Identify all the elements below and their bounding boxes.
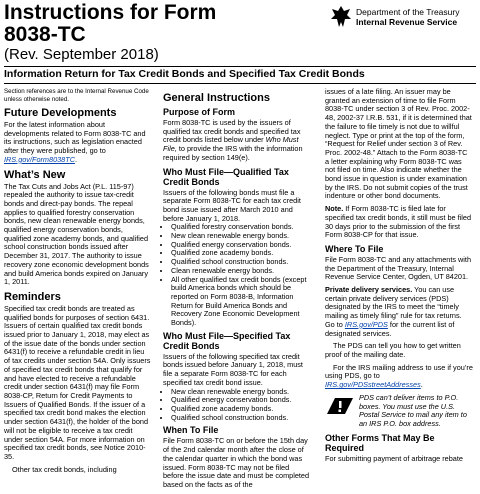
who-must-file-qualified-text: Issuers of the following bonds must file a separate Form 8038-TC for each tax credit bond issue issued after March 2010 and before January 1, 2018. (163, 187, 301, 223)
future-developments-heading: Future Developments (4, 107, 117, 119)
irs-eagle-icon (330, 5, 352, 29)
whats-new-text: The Tax Cuts and Jobs Act (P.L. 115-97) repealed the authority to issue tax-credit bonds and direct-pay bonds. The repeal applies to qualified forestry conservation bonds, new clean renewable energy bonds, qualified energy conservation bonds, qualified zone academy bonds, and qualified school construction bonds issued after December 31, 2017. The authority to issue recovery zone economic development bonds and build America bonds expired on January 1, 2011. (4, 181, 149, 287)
qualified-bond-list (163, 223, 311, 327)
general-instructions-heading: General Instructions (163, 92, 270, 104)
column-3 (325, 88, 473, 467)
column-2 (163, 88, 311, 494)
subtitle-divider (4, 83, 476, 84)
revision-date: (Rev. September 2018) (4, 46, 159, 63)
caution-text: PDS can’t deliver items to P.O. boxes. You must use the U.S. Postal Service to mail any item to an IRS P.O. box address. (359, 392, 467, 428)
list-item: • New clean renewable energy bonds. (171, 388, 311, 397)
list-item: • Qualified zone academy bonds. (171, 405, 311, 414)
pds-link[interactable]: IRS.gov/PDS (344, 319, 388, 329)
document-title (4, 2, 216, 46)
department-name: Department of the Treasury (356, 7, 460, 17)
title-line-1: Instructions for Form (4, 1, 217, 24)
list-item: • Qualified forestry conservation bonds. (171, 223, 311, 232)
list-item: • Qualified school construction bonds. (171, 414, 311, 423)
form-subtitle: Information Return for Tax Credit Bonds and Specified Tax Credit Bonds (4, 68, 365, 80)
purpose-text: Form 8038-TC is used by the issuers of qualified tax credit bonds and specified tax credit bonds listed below under Who Must File, to provide the IRS with the information required by section 149(e). (163, 118, 303, 162)
column-1 (4, 88, 152, 478)
header-divider (4, 66, 476, 67)
reminders-heading: Reminders (4, 290, 61, 303)
where-to-file-heading: Where To File (325, 243, 384, 254)
agency-name: Internal Revenue Service (356, 17, 458, 27)
who-must-file-specified-heading: Who Must File—Specified Tax Credit Bonds (163, 330, 291, 351)
list-item: • Qualified zone academy bonds. (171, 249, 311, 258)
who-must-file-specified-text: Issuers of the following specified tax credit bonds issued before January 1, 2018, must file a separate Form 8038-TC for each specified tax credit bond issue. (163, 351, 303, 387)
who-must-file-qualified-heading: Who Must File—Qualified Tax Credit Bonds (163, 166, 289, 187)
reminders-text-2: Other tax credit bonds, including (12, 464, 117, 474)
section-reference-note: Section references are to the Internal Revenue Code unless otherwise noted. (4, 88, 149, 103)
whats-new-heading: What’s New (4, 168, 66, 181)
when-to-file-text: File Form 8038-TC on or before the 15th day of the 2nd calendar month after the close of the calendar quarter in which the bond was issued. Form 8038-TC may not be filed before the issue date and must be completed based on the facts as of the (163, 436, 310, 489)
caution-icon (325, 394, 355, 416)
form-8038tc-link[interactable]: IRS.gov/Form8038TC (4, 154, 75, 164)
late-filing-note: Note. If Form 8038-TC is filed late for specified tax credit bonds, it still must be filed 30 days prior to the submission of the first Form 8038-CP for that issue. (325, 204, 472, 240)
when-to-file-heading: When To File (163, 425, 219, 436)
caution-box (325, 394, 473, 429)
future-developments-text: For the latest information about developments related to Form 8038-TC and its instructions, such as legislation enacted after they were published, go to IRS.gov/Form8038TC. (4, 120, 146, 164)
other-forms-heading: Other Forms That May Be Required (325, 432, 435, 453)
list-item: • Qualified energy conservation bonds. (171, 396, 311, 405)
list-item: • Clean renewable energy bonds. (171, 267, 311, 276)
other-forms-text: For submitting payment of arbitrage rebate (325, 453, 463, 463)
pds-proof-text: The PDS can tell you how to get written proof of the mailing date. (325, 341, 461, 359)
specified-bond-list (163, 388, 311, 423)
list-item: • Qualified school construction bonds. (171, 258, 311, 267)
list-item: • Qualified energy conservation bonds. (171, 241, 311, 250)
pds-street-address-link[interactable]: IRS.gov/PDSstreetAddresses (325, 380, 421, 390)
pds-text: Private delivery services. You can use certain private delivery services (PDS) designated by the IRS to meet the “timely mailing as timely filing” rule for tax returns. Go to IRS.gov/PDS for the current list of designated services. (325, 285, 462, 338)
list-item: • All other qualified tax credit bonds (except build America bonds which should be reported on Form 8038-B, Information Return for Build America Bonds and Recovery Zone Economic Development Bonds). (171, 276, 311, 328)
title-line-2: 8038-TC (4, 23, 86, 46)
late-filing-text: issues of a late filing. An issuer may be granted an extension of time to file Form 8038-TC under section 3 of Rev. Proc. 2002-48, 2002-37 I.R.B. 531, if it is determined that the failure to file timely is not due to willful neglect. Type or print at the top of the form, “Request for Relief under section 3 of Rev. Proc. 2002-48.” Attach to the Form 8038-TC a letter explaining why Form 8038-TC was not filed on time. Also indicate whether the bond issue in question is under examination by the IRS. Do not submit copies of the trust indenture or other bond documents. (325, 87, 472, 201)
pds-address-text: For the IRS mailing address to use if you’re using PDS, go to IRS.gov/PDSstreetAddresses. (325, 362, 473, 390)
where-to-file-text: File Form 8038-TC and any attachments with the Department of the Treasury, Internal Revenue Service Center, Ogden, UT 84201. (325, 254, 471, 282)
list-item: • New clean renewable energy bonds. (171, 232, 311, 241)
reminders-text: Specified tax credit bonds are treated as qualified bonds for purposes of section 6431. Issuers of certain qualified tax credit bonds issued prior to January 1, 2018, may elect as of the issue date of the bonds under section 6431(f) to receive a refundable credit in lieu of tax credits under section 54A. Only issuers of specified tax credit bonds that qualify for and have elected to receive a refundable credit under section 6431(f) may file Form 8038-CP, Return for Credit Payments to Issuers of Qualified Bonds. If the issuer of a specified tax credit bond makes the election under section 6431(f), the holder of the bond will not be eligible to receive a tax credit under section 54A. For more information on specified tax credit bonds, see Notice 2010-35. (4, 303, 151, 461)
purpose-heading: Purpose of Form (163, 107, 236, 117)
